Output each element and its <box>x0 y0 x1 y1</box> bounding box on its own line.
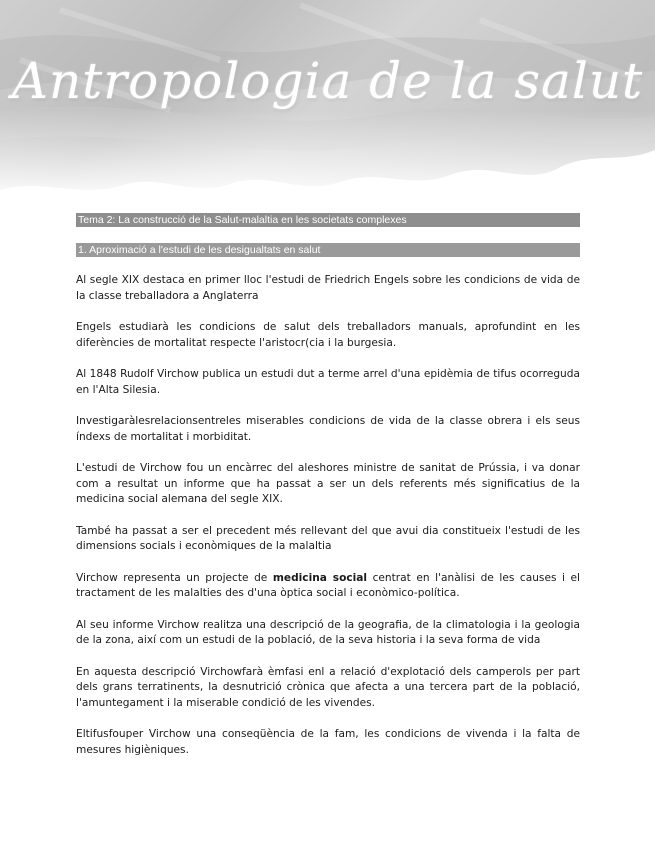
paragraph: Al segle XIX destaca en primer lloc l'estudi de Friedrich Engels sobre les condicions de vida de la classe treballadora a Anglaterra <box>76 274 580 302</box>
paragraph: Al seu informe Virchow realitza una descripció de la geografia, de la climatologia i la geologia de la zona, així com un estudi de la població, de la seva historia i la seva forma de vida <box>76 618 580 646</box>
document-body <box>76 212 580 758</box>
paragraph-medicina-social <box>76 571 580 602</box>
paragraph: Al 1848 Rudolf Virchow publica un estudi dut a terme arrel d'una epidèmia de tifus ocorreguda en l'Alta Silesia. <box>76 368 580 396</box>
paragraph-text: Virchow representa un projecte de <box>76 571 273 584</box>
paragraph: En aquesta descripció Virchowfarà èmfasi enl a relació d'explotació dels camperols per part dels grans terratinents, la desnutrició crònica que afecta a una tercera part de la població, l'amuntegament i la miserable condició de les vivendes. <box>76 665 580 709</box>
paragraph: També ha passat a ser el precedent més rellevant del que avui dia constitueix l'estudi de les dimensions socials i econòmiques de la malaltia <box>76 524 580 552</box>
paragraph: Eltifusfouper Virchow una conseqüència de la fam, les condicions de vivenda i la falta de mesures higièniques. <box>76 728 580 756</box>
paragraph: L'estudi de Virchow fou un encàrrec del aleshores ministre de sanitat de Prússia, i va donar com a resultat un informe que ha passat a ser un dels referents més significatius de la medicina social alemana del segle XIX. <box>76 462 580 505</box>
topic-heading: Tema 2: La construcció de la Salut-malaltia en les societats complexes <box>76 213 580 227</box>
page-title: Antropologia de la salut <box>11 52 644 110</box>
paragraph-text: centrat en l'anàlisi de les causes i el tractament de les malalties des d'una òptica social i econòmico-política. <box>76 571 580 599</box>
subtopic-heading: 1. Aproximació a l'estudi de les desigualtats en salut <box>76 243 580 257</box>
paragraph: Investigaràlesrelacionsentreles miserables condicions de vida de la classe obrera i els seus índexs de mortalitat i morbiditat. <box>76 415 580 443</box>
header-banner <box>0 0 655 200</box>
bold-term: medicina social <box>272 571 368 584</box>
paragraph: Engels estudiarà les condicions de salut dels treballadors manuals, aprofundint en les diferències de mortalitat respecte l'aristocr(cia i la burgesia. <box>76 321 580 349</box>
